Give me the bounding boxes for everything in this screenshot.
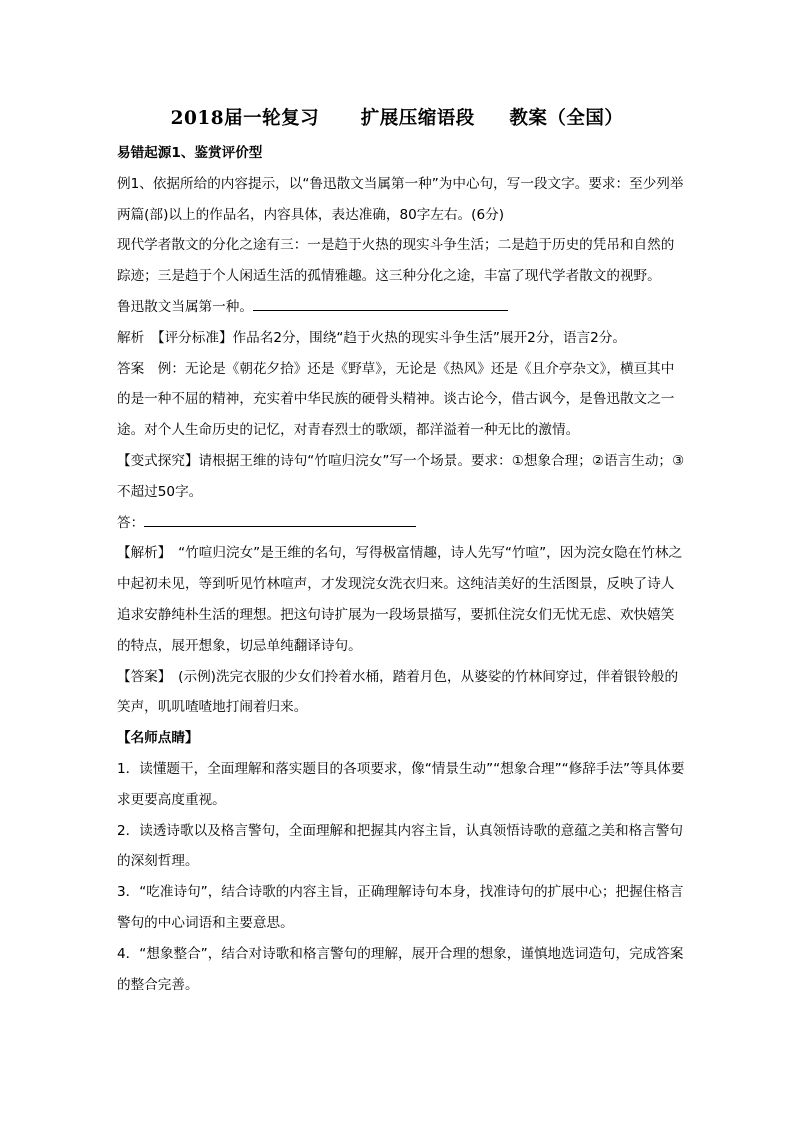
example-lead-text: 鲁迅散文当属第一种。 [117,298,253,315]
example-material: 现代学者散文的分化之途有三：一是趋于火热的现实斗争生活；二是趋于历史的凭吊和自然的踪迹；三是趋于个人闲适生活的孤情雅趣。这三种分化之途，丰富了现代学者散文的视野。 [117,237,675,285]
answer-blank-line [253,296,508,311]
answer-blank-line [144,512,416,527]
example-lead-line [117,292,687,323]
example-answer: 答案 例：无论是《朝花夕拾》还是《野草》，无论是《热风》还是《且介亭杂文》，横亘其中的是一种不屈的精神，充实着中华民族的硬骨头精神。谈古论今，借古讽今，是鲁迅散文之一途。对个人生命历史的记忆，对青春烈士的歌颂，都洋溢着一种无比的激情。 [117,360,675,439]
example-prompt: 例1、依据所给的内容提示，以“鲁迅散文当属第一种”为中心句，写一段文字。要求：至少列举两篇(部)以上的作品名，内容具体，表达准确，80字左右。(6分) [117,175,684,223]
section-heading: 易错起源1、鉴赏评价型 [117,145,263,161]
tips-heading: 【名师点睛】 [117,730,199,747]
tip-item: 1．读懂题干，全面理解和落实题目的各项要求，像“情景生动”“想象合理”“修辞手法”等具体要求更要高度重视。 [117,760,685,808]
document-body [117,138,687,1000]
variant-analysis: 【解析】 “竹喧归浣女”是王维的名句，写得极富情趣，诗人先写“竹喧”，因为浣女隐在竹林之中起初未见，等到听见竹林喧声，才发现浣女洗衣归来。这纯洁美好的生活图景，反映了诗人追求安静纯朴生活的理想。把这句诗扩展为一段场景描写，要抓住浣女们无忧无虑、欢快嬉笑的特点，展开想象，切忌单纯翻译诗句。 [117,545,683,654]
variant-answer: 【答案】 (示例)洗完衣服的少女们拎着水桶，踏着月色，从婆娑的竹林间穿过，伴着银铃般的笑声，叽叽喳喳地打闹着归来。 [117,668,679,716]
variant-answer-label: 答： [117,514,145,531]
tip-item: 2．读透诗歌以及格言警句，全面理解和把握其内容主旨，认真领悟诗歌的意蕴之美和格言警句的深刻哲理。 [117,822,683,870]
tip-item: 3．“吃准诗句”，结合诗歌的内容主旨，正确理解诗句本身，找准诗句的扩展中心；把握住格言警句的中心词语和主要意思。 [117,884,684,931]
variant-prompt: 【变式探究】请根据王维的诗句“竹喧归浣女”写一个场景。要求：①想象合理；②语言生动；③不超过50字。 [117,452,685,500]
document-title: 2018届一轮复习 扩展压缩语段 教案（全国） [170,108,624,129]
variant-answer-line [117,508,687,539]
example-analysis: 解析 【评分标准】作品名2分，围绕“趋于火热的现实斗争生活”展开2分，语言2分。 [117,329,627,346]
tip-item: 4．“想象整合”，结合对诗歌和格言警句的理解，展开合理的想象，谨慎地选词造句，完成答案的整合完善。 [117,945,684,993]
